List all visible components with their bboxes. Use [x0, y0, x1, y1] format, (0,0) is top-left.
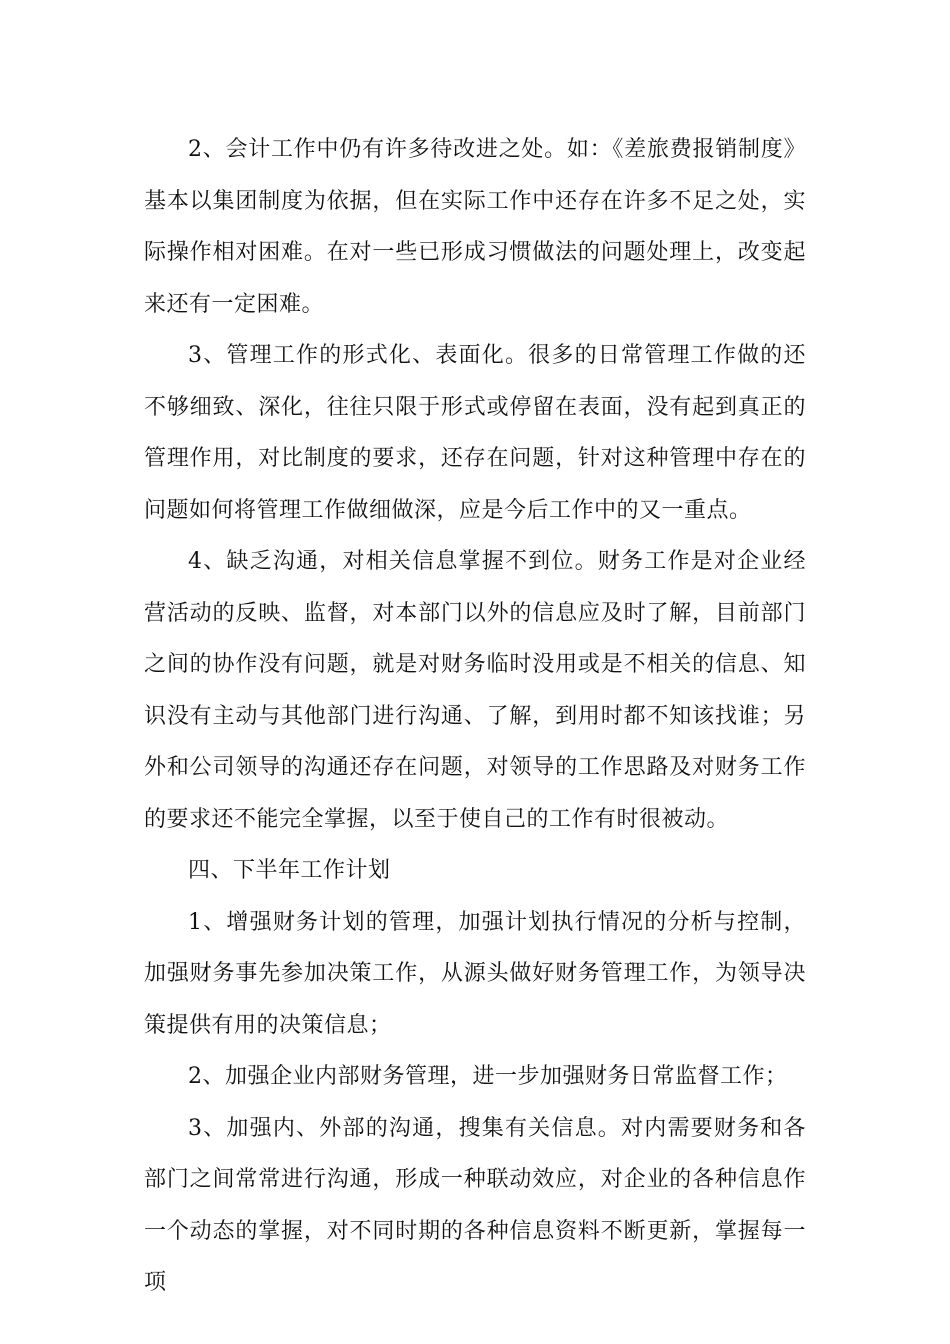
- paragraph-management-formalism: 3、管理工作的形式化、表面化。很多的日常管理工作做的还不够细致、深化，往往只限于形式或停留在表面，没有起到真正的管理作用，对比制度的要求，还存在问题，针对这种管理中存在的问题如何将管理工作做细做深，应是今后工作中的又一重点。: [144, 343, 806, 523]
- plan-item-3: 3、加强内、外部的沟通，搜集有关信息。对内需要财务和各部门之间常常进行沟通，形成一种联动效应，对企业的各种信息作一个动态的掌握，对不同时期的各种信息资料不断更新，掌握每一项: [144, 1115, 806, 1295]
- section-heading: 四、下半年工作计划: [188, 858, 391, 883]
- plan-item-2: 2、加强企业内部财务管理，进一步加强财务日常监督工作；: [188, 1064, 788, 1089]
- paragraph-accounting-improvement: 2、会计工作中仍有许多待改进之处。如：《差旅费报销制度》基本以集团制度为依据，但在实际工作中还存在许多不足之处，实际操作相对困难。在对一些已形成习惯做法的问题处理上，改变起来还有一定困难。: [144, 137, 806, 317]
- plan-item-1: 1、增强财务计划的管理，加强计划执行情况的分析与控制，加强财务事先参加决策工作，从源头做好财务管理工作，为领导决策提供有用的决策信息；: [144, 909, 806, 1038]
- paragraph-lack-of-communication: 4、缺乏沟通，对相关信息掌握不到位。财务工作是对企业经营活动的反映、监督，对本部门以外的信息应及时了解，目前部门之间的协作没有问题，就是对财务临时没用或是不相关的信息、知识没有主动与其他部门进行沟通、了解，到用时都不知该找谁；另外和公司领导的沟通还存在问题，对领导的工作思路及对财务工作的要求还不能完全掌握，以至于使自己的工作有时很被动。: [144, 549, 806, 832]
- document-body: [144, 124, 806, 1309]
